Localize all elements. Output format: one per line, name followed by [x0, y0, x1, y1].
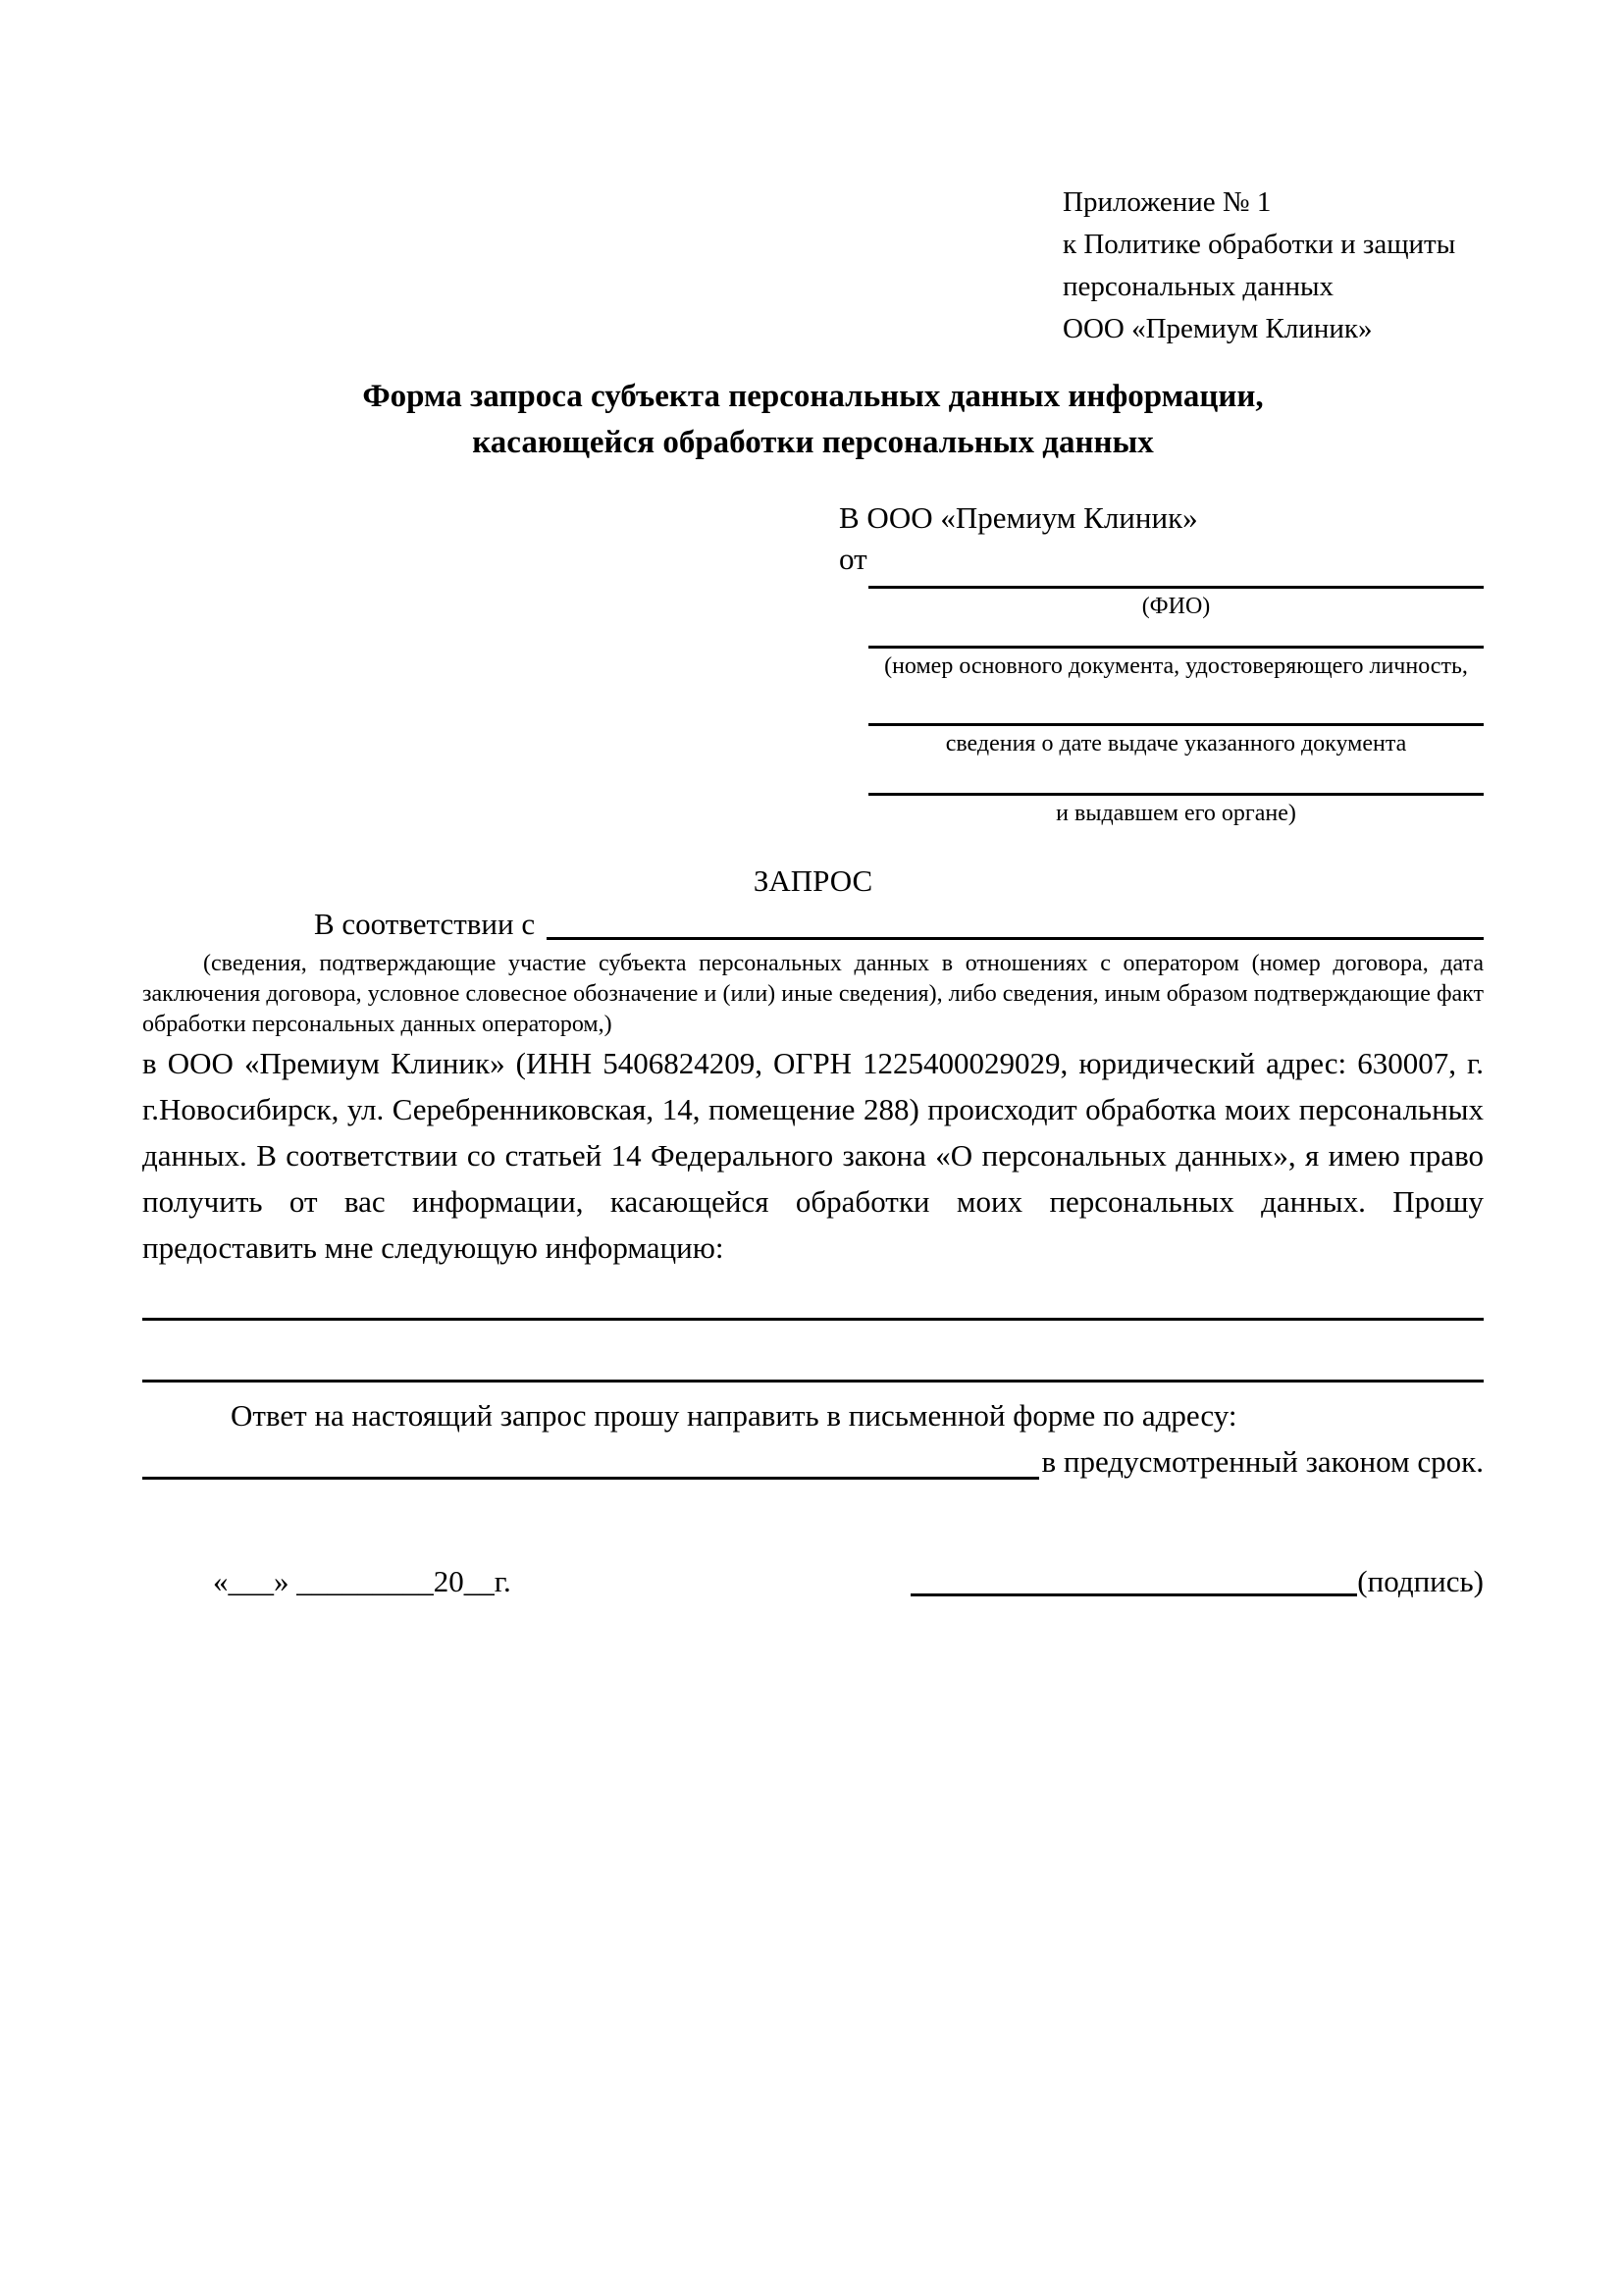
- information-fill-line-2: [142, 1380, 1484, 1383]
- document-title-line-2: касающейся обработки персональных данных: [472, 425, 1154, 460]
- appendix-block: [1063, 182, 1484, 350]
- issue-date-caption: сведения о дате выдаче указанного документа: [945, 731, 1407, 757]
- reply-address-suffix: в предусмотренный законом срок.: [1041, 1444, 1484, 1479]
- basis-explanation-note: (сведения, подтверждающие участие субъекта персональных данных в отношениях с оператором (номер договора, дата заключения договора, условное словесное обозначение и (или) иные сведения), либо сведения, иным образом подтверждающие факт обработки персональных данных оператором,): [142, 951, 1484, 1037]
- request-body-paragraph: в ООО «Премиум Клиник» (ИНН 5406824209, ОГРН 1225400029029, юридический адрес: 630007, г. г.Новосибирск, ул. Серебренниковская, 14, помещение 288) происходит обработка моих персональных данных. В соответствии со статьей 14 Федерального закона «О персональных данных», я имею право получить от вас информации, касающейся обработки моих персональных данных. Прошу предоставить мне следующую информацию:: [142, 1046, 1484, 1265]
- appendix-line: к Политике обработки и защиты: [1063, 229, 1456, 260]
- signature-caption: (подпись): [1357, 1564, 1484, 1598]
- reply-address-fill-line: [142, 1438, 1039, 1480]
- addressee-to: В ООО «Премиум Клиник»: [839, 500, 1198, 535]
- document-number-caption: (номер основного документа, удостоверяющего личность,: [884, 653, 1468, 679]
- information-fill-line-1: [142, 1318, 1484, 1321]
- request-heading: ЗАПРОС: [753, 863, 873, 898]
- document-title-line-1: Форма запроса субъекта персональных данных информации,: [362, 379, 1264, 414]
- reply-address-sentence: Ответ на настоящий запрос прошу направить в письменной форме по адресу:: [231, 1398, 1237, 1433]
- signature-fill-line: [911, 1593, 1357, 1596]
- request-intro-prefix: В соответствии с: [314, 907, 536, 941]
- document-title: [142, 374, 1484, 466]
- appendix-line: персональных данных: [1063, 271, 1335, 302]
- signature-row: [142, 1561, 1484, 1602]
- reply-address-row: [142, 1438, 1484, 1485]
- addressee-fields: [839, 586, 1484, 831]
- appendix-line: ООО «Премиум Клиник»: [1063, 313, 1373, 344]
- date-template: «___» _________20__г.: [213, 1564, 511, 1598]
- appendix-line: Приложение № 1: [1063, 186, 1272, 218]
- basis-fill-line: [547, 904, 1484, 940]
- document-content: [142, 182, 1484, 1602]
- issuing-authority-caption: и выдавшем его органе): [1056, 801, 1296, 826]
- addressee-block: [839, 497, 1484, 831]
- fio-caption: (ФИО): [1141, 594, 1211, 619]
- request-intro-row: [142, 904, 1484, 945]
- addressee-from-label: от: [839, 542, 867, 576]
